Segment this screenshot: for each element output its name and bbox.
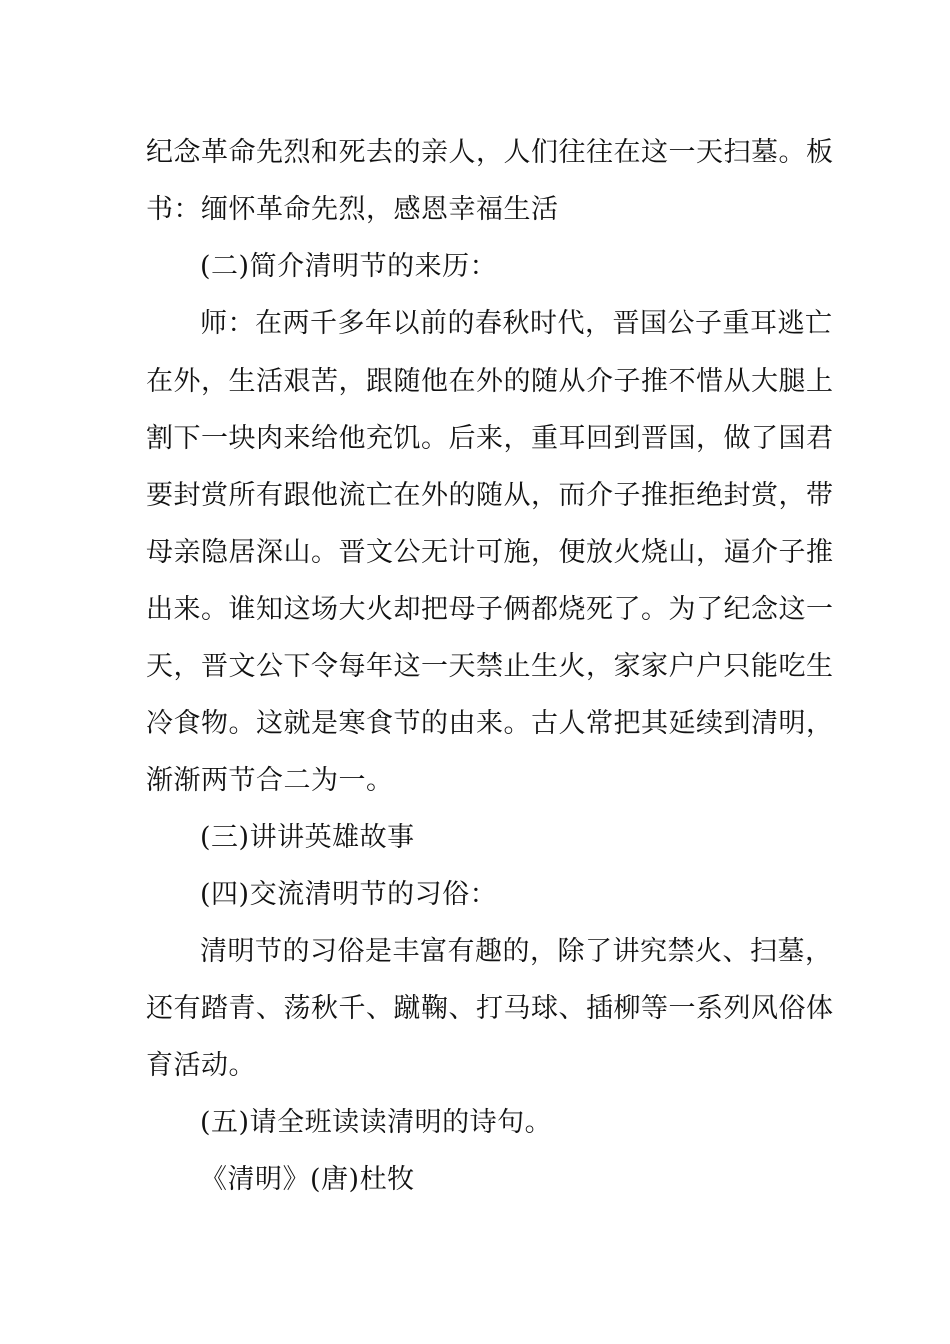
paragraph-line: 天，晋文公下令每年这一天禁止生火，家家户户只能吃生 bbox=[146, 651, 834, 682]
paragraph-line: 师：在两千多年以前的春秋时代，晋国公子重耳逃亡 bbox=[200, 308, 833, 339]
paragraph-line: 出来。谁知这场大火却把母子俩都烧死了。为了纪念这一 bbox=[146, 594, 834, 625]
section-heading: (三)讲讲英雄故事 bbox=[200, 822, 415, 853]
paragraph-line: 清明节的习俗是丰富有趣的，除了讲究禁火、扫墓， bbox=[200, 936, 833, 967]
section-heading: (二)简介清明节的来历： bbox=[200, 251, 498, 282]
paragraph-line: 渐渐两节合二为一。 bbox=[146, 765, 394, 796]
section-heading: (四)交流清明节的习俗： bbox=[200, 879, 498, 910]
poem-title: 《清明》(唐)杜牧 bbox=[200, 1164, 415, 1195]
paragraph-line: 纪念革命先烈和死去的亲人，人们往往在这一天扫墓。板 bbox=[146, 137, 834, 168]
section-heading: (五)请全班读读清明的诗句。 bbox=[200, 1107, 553, 1138]
paragraph-line: 育活动。 bbox=[146, 1050, 256, 1081]
paragraph-line: 割下一块肉来给他充饥。后来，重耳回到晋国，做了国君 bbox=[146, 423, 834, 454]
paragraph-line: 书：缅怀革命先烈，感恩幸福生活 bbox=[146, 194, 559, 225]
paragraph-line: 要封赏所有跟他流亡在外的随从，而介子推拒绝封赏，带 bbox=[146, 480, 834, 511]
paragraph-line: 母亲隐居深山。晋文公无计可施，便放火烧山，逼介子推 bbox=[146, 537, 834, 568]
paragraph-line: 还有踏青、荡秋千、蹴鞠、打马球、插柳等一系列风俗体 bbox=[146, 993, 834, 1024]
paragraph-line: 冷食物。这就是寒食节的由来。古人常把其延续到清明， bbox=[146, 708, 834, 739]
paragraph-line: 在外，生活艰苦，跟随他在外的随从介子推不惜从大腿上 bbox=[146, 366, 834, 397]
